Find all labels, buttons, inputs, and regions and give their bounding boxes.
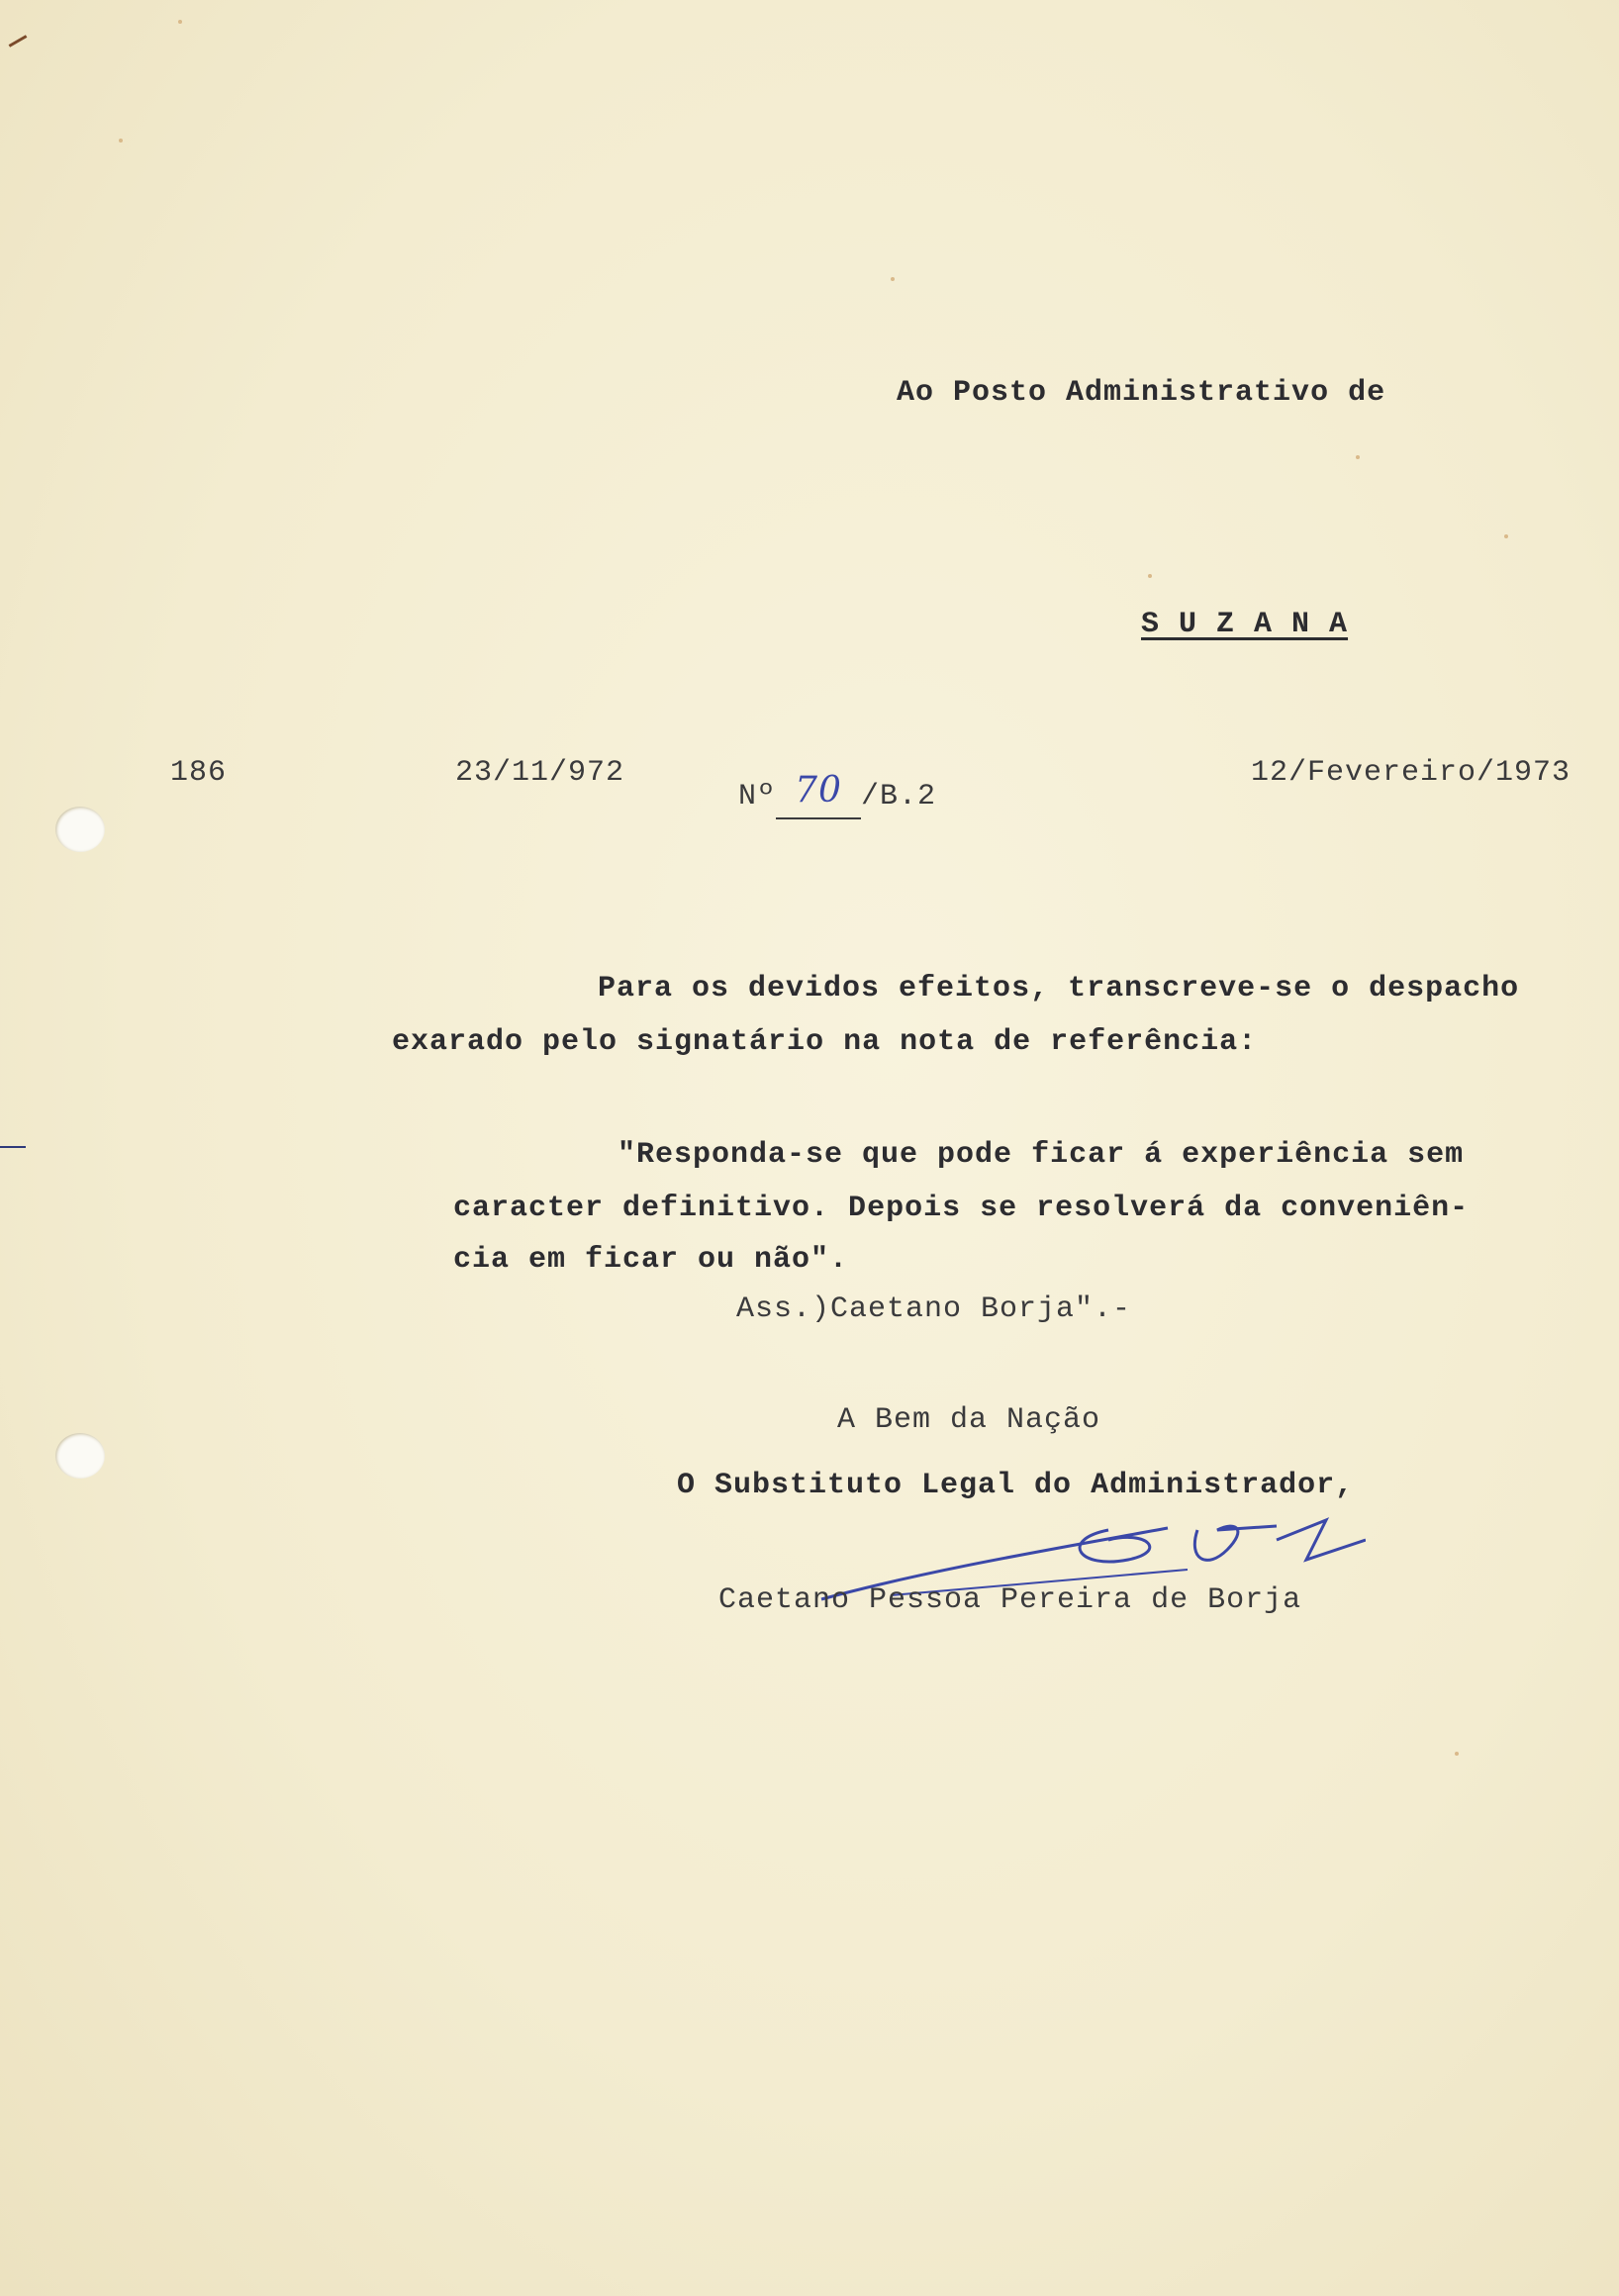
paper-speck	[1455, 1752, 1459, 1756]
paper-speck	[1148, 574, 1152, 578]
paper-speck	[891, 277, 895, 281]
reference-number: 186	[170, 756, 228, 790]
paper-speck	[1356, 455, 1360, 459]
recipient-line: Ao Posto Administrativo de	[897, 376, 1386, 410]
number-handwritten: 70	[776, 776, 861, 819]
letter-date: 12/Fevereiro/1973	[1251, 756, 1571, 790]
corner-mark	[9, 35, 28, 48]
paper-speck	[178, 20, 182, 24]
paper-speck	[1504, 534, 1508, 538]
number-prefix: Nº	[738, 780, 777, 813]
paper-speck	[119, 139, 123, 143]
closing-salutation: A Bem da Nação	[837, 1403, 1101, 1437]
margin-pen-mark	[0, 1146, 26, 1148]
punch-hole-top	[55, 807, 105, 852]
punch-hole-bottom	[55, 1433, 105, 1479]
quote-line-2: caracter definitivo. Depois se resolverá da conveniên-	[453, 1192, 1470, 1225]
signatory-role: O Substituto Legal do Administrador,	[677, 1469, 1355, 1502]
quote-signed: Ass.)Caetano Borja".-	[736, 1292, 1132, 1326]
paragraph-line-1: Para os devidos efeitos, transcreve-se o despacho	[598, 972, 1520, 1005]
signatory-name: Caetano Pessoa Pereira de Borja	[718, 1583, 1302, 1617]
letter-number	[738, 772, 936, 815]
quote-line-1: "Responda-se que pode ficar á experiência sem	[618, 1138, 1465, 1172]
number-suffix: /B.2	[861, 780, 937, 813]
reference-date: 23/11/972	[455, 756, 625, 790]
quote-line-3: cia em ficar ou não".	[453, 1243, 849, 1277]
paragraph-line-2: exarado pelo signatário na nota de referência:	[392, 1025, 1258, 1059]
recipient-place: S U Z A N A	[1141, 608, 1349, 641]
